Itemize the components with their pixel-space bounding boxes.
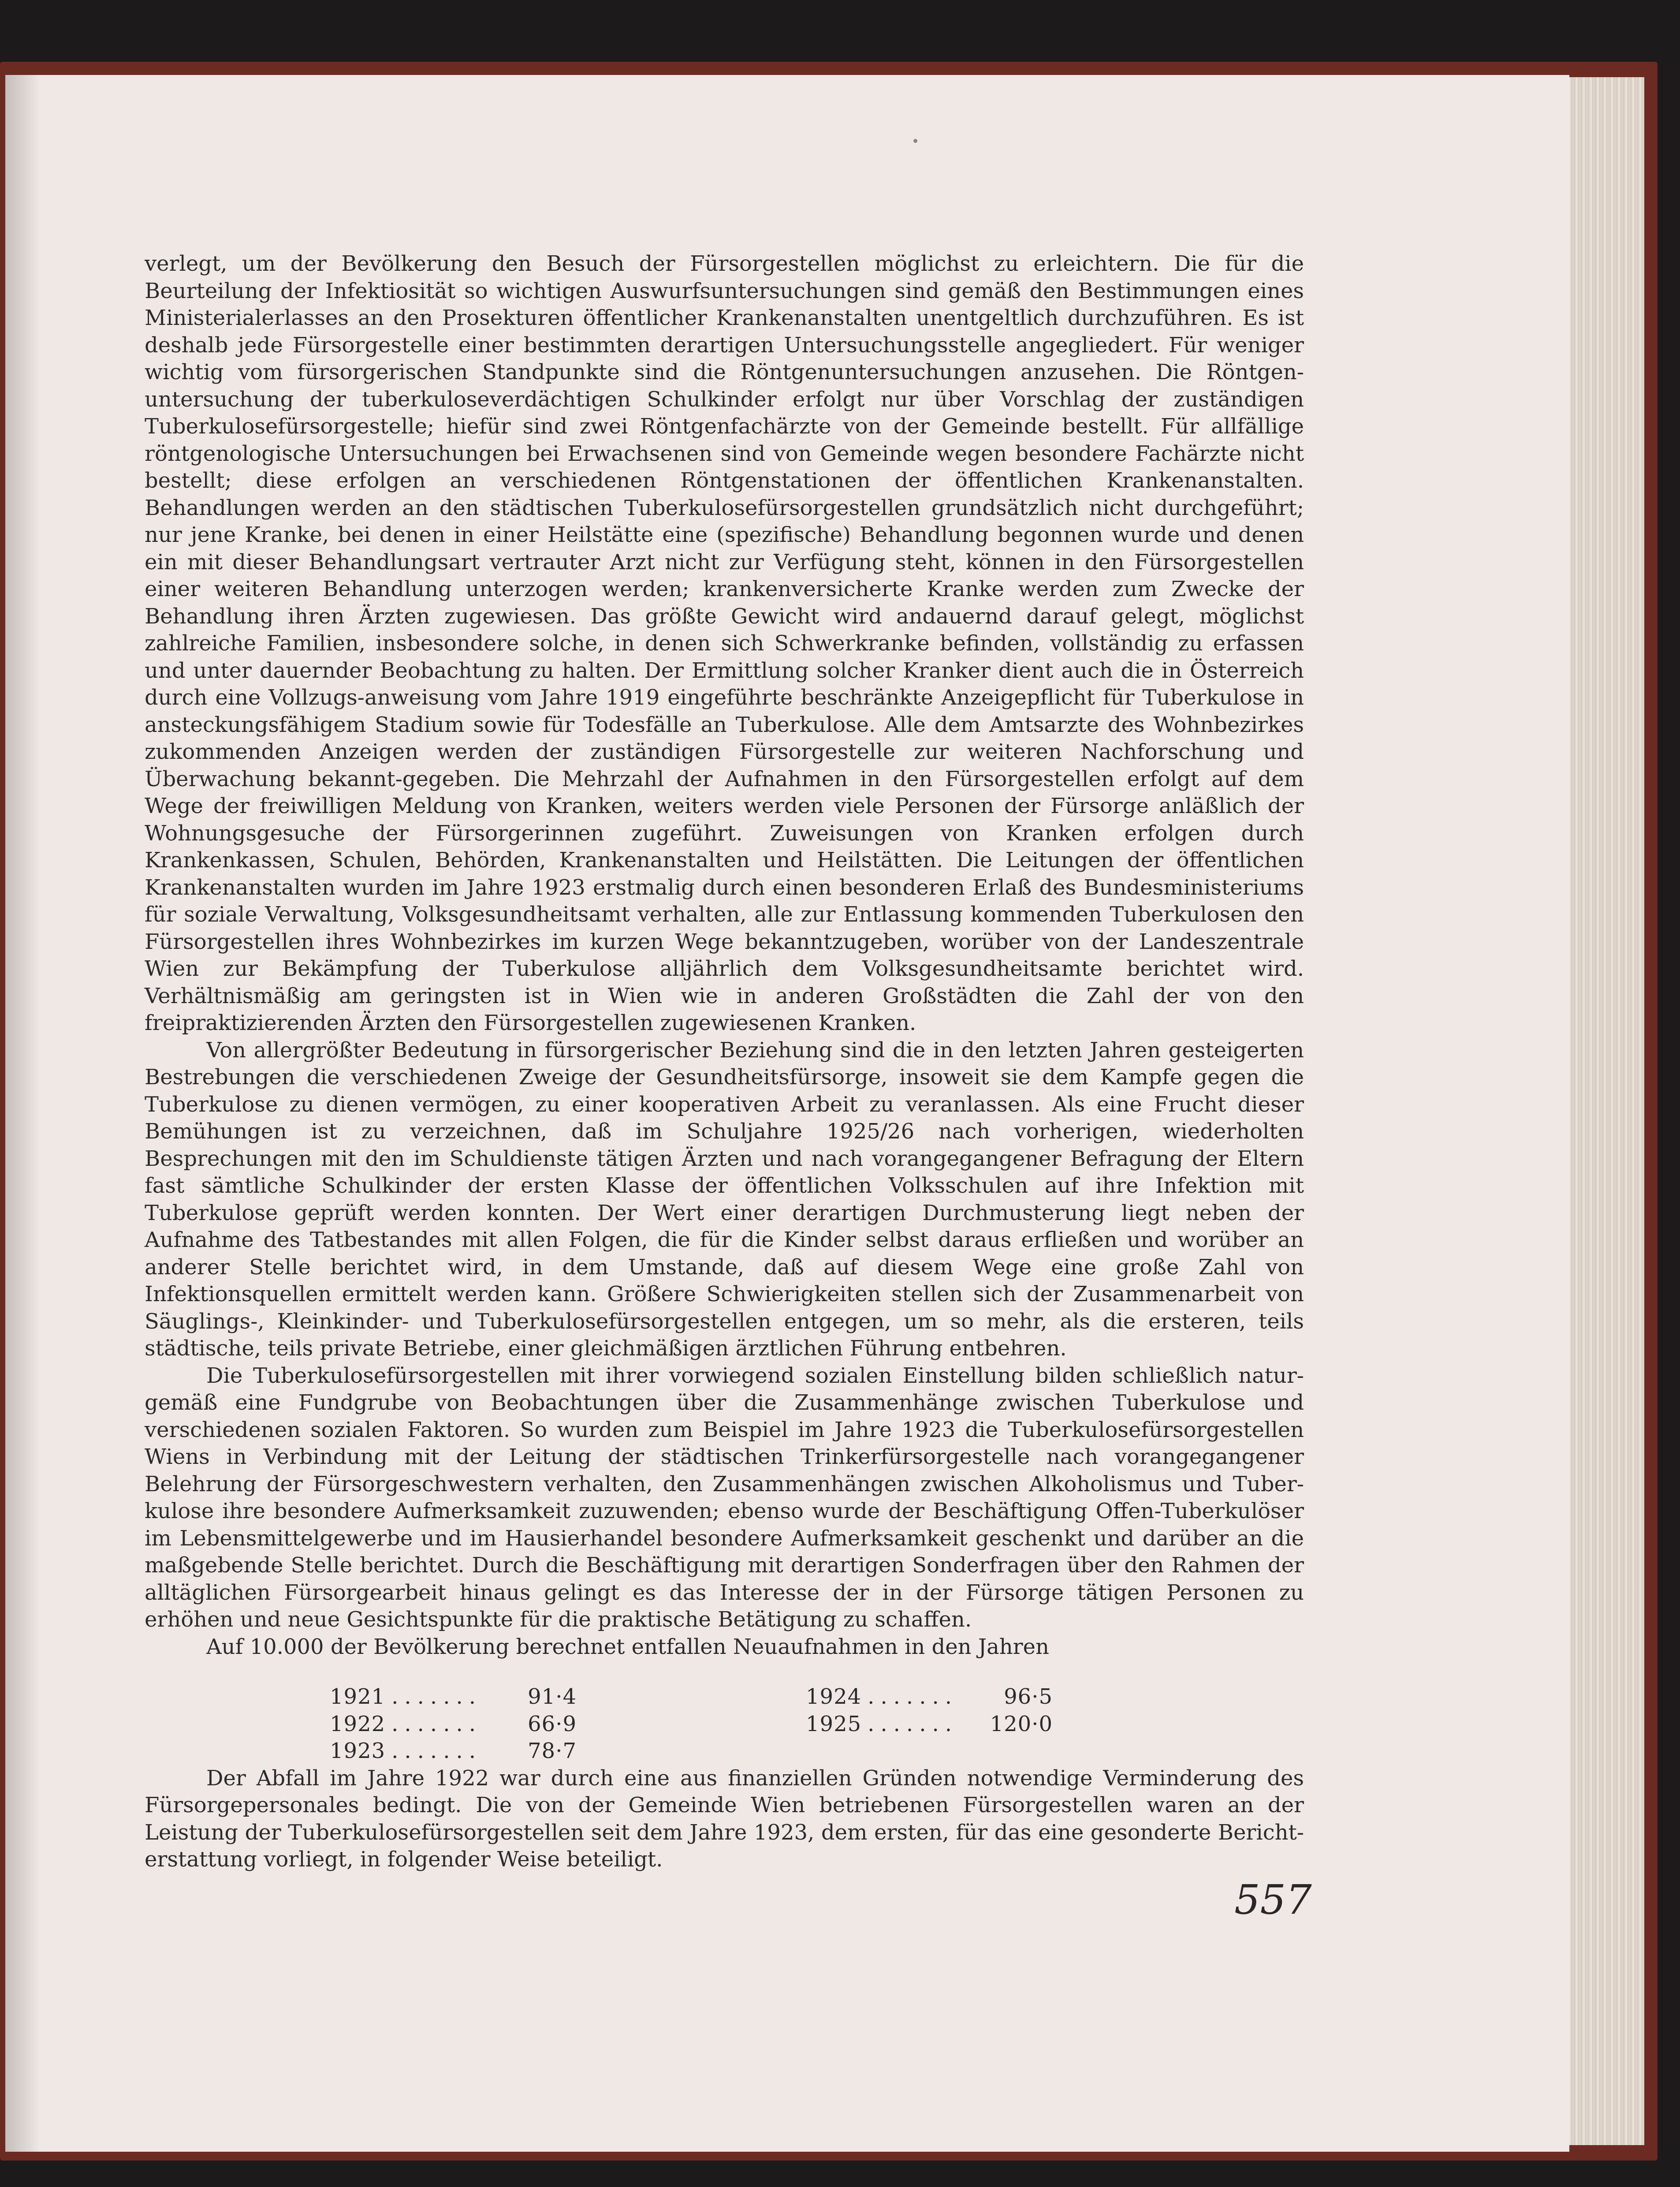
stat-value: 78·7 <box>528 1739 577 1763</box>
stat-year: 1925 <box>806 1711 862 1736</box>
leader-dots: ....... <box>391 1684 482 1709</box>
stat-value: 120·0 <box>990 1711 1053 1736</box>
stat-year: 1922 <box>330 1711 386 1736</box>
leader-dots: ....... <box>868 1711 958 1736</box>
stat-row <box>330 1738 577 1765</box>
stat-value: 91·4 <box>528 1684 577 1709</box>
stat-row <box>330 1711 577 1738</box>
stat-row <box>806 1711 1053 1738</box>
stat-row <box>330 1683 577 1711</box>
paragraph-3: Die Tuberkulosefürsorgestellen mit ihrer vorwiegend sozialen Einstellung bilden schließlich natur-gemäß eine Fundgrube von Beobachtungen über die Zusammenhänge zwischen Tuberkulose und verschiedenen sozialen Faktoren. So wurden zum Beispiel im Jahre 1923 die Tuberkulosefürsorgestellen Wiens in Verbindung mit der Leitung der städtischen Trinkerfürsorgestelle nach vorangegangener Belehrung der Fürsorgeschwestern verhalten, den Zusammenhängen zwischen Alkoholismus und Tuber-kulose ihre besondere Aufmerksamkeit zuzuwenden; ebenso wurde der Beschäftigung Offen-Tuberkulöser im Lebensmittelgewerbe und im Hausierhandel besondere Aufmerksamkeit geschenkt und darüber an die maßgebende Stelle berichtet. Durch die Beschäftigung mit derartigen Sonderfragen über den Rahmen der alltäglichen Fürsorgearbeit hinaus gelingt es das Interesse der in der Fürsorge tätigen Personen zu erhöhen und neue Gesichtspunkte für die praktische Betätigung zu schaffen. <box>145 1363 1304 1632</box>
stat-year: 1921 <box>330 1684 386 1709</box>
page-number: 557 <box>1234 1876 1312 1923</box>
spine-shadow <box>5 75 41 2152</box>
stat-row <box>806 1683 1053 1711</box>
paragraph-1: verlegt, um der Bevölkerung den Besuch der Fürsorgestellen möglichst zu erleichtern. Die für die Beurteilung der Infektiosität so wichtigen Auswurfsuntersuchungen sind gemäß den Bestimmungen eines Ministerialerlasses an den Prosekturen öffentlicher Krankenanstalten unentgeltlich durchzuführen. Es ist deshalb jede Fürsorgestelle einer bestimmten derartigen Untersuchungsstelle angegliedert. Für weniger wichtig vom fürsorgerischen Standpunkte sind die Röntgenuntersuchungen anzusehen. Die Röntgen-untersuchung der tuberkuloseverdächtigen Schulkinder erfolgt nur über Vorschlag der zuständigen Tuberkulosefürsorgestelle; hiefür sind zwei Röntgenfachärzte von der Gemeinde bestellt. Für allfällige röntgenologische Untersuchungen bei Erwachsenen sind von Gemeinde wegen besondere Fachärzte nicht bestellt; diese erfolgen an verschiedenen Röntgenstationen der öffentlichen Krankenanstalten. Behandlungen werden an den städtischen Tuberkulosefürsorgestellen grundsätzlich nicht durchgeführt; nur jene Kranke, bei denen in einer Heilstätte eine (spezifische) Behandlung begonnen wurde und denen ein mit dieser Behandlungsart vertrauter Arzt nicht zur Verfügung steht, können in den Fürsorgestellen einer weiteren Behandlung unterzogen werden; krankenversicherte Kranke werden zum Zwecke der Behandlung ihren Ärzten zugewiesen. Das größte Gewicht wird andauernd darauf gelegt, möglichst zahlreiche Familien, insbesondere solche, in denen sich Schwerkranke befinden, vollständig zu erfassen und unter dauernder Beobachtung zu halten. Der Ermittlung solcher Kranker dient auch die in Österreich durch eine Vollzugs-anweisung vom Jahre 1919 eingeführte beschränkte Anzeigepflicht für Tuberkulose in ansteckungsfähigem Stadium sowie für Todesfälle an Tuberkulose. Alle dem Amtsarzte des Wohnbezirkes zukommenden Anzeigen werden der zuständigen Fürsorgestelle zur weiteren Nachforschung und Überwachung bekannt-gegeben. Die Mehrzahl der Aufnahmen in den Fürsorgestellen erfolgt auf dem Wege der freiwilligen Meldung von Kranken, weiters werden viele Personen der Fürsorge anläßlich der Wohnungsgesuche der Fürsorgerinnen zugeführt. Zuweisungen von Kranken erfolgen durch Krankenkassen, Schulen, Behörden, Krankenanstalten und Heilstätten. Die Leitungen der öffentlichen Krankenanstalten wurden im Jahre 1923 erstmalig durch einen besonderen Erlaß des Bundesministeriums für soziale Verwaltung, Volksgesundheitsamt verhalten, alle zur Entlassung kommenden Tuberkulosen den Fürsorgestellen ihres Wohnbezirkes im kurzen Wege bekanntzugeben, worüber von der Landeszentrale Wien zur Bekämpfung der Tuberkulose alljährlich dem Volksgesundheitsamte berichtet wird. Verhältnismäßig am geringsten ist in Wien wie in anderen Großstädten die Zahl der von den freipraktizierenden Ärzten den Fürsorgestellen zugewiesenen Kranken. <box>145 251 1304 1035</box>
leader-dots: ....... <box>391 1739 482 1763</box>
table-intro: Auf 10.000 der Bevölkerung berechnet entfallen Neuaufnahmen in den Jahren <box>206 1634 1049 1659</box>
stat-year: 1924 <box>806 1684 862 1709</box>
paper-speck <box>913 139 917 143</box>
closing-paragraph: Der Abfall im Jahre 1922 war durch eine aus finanziellen Gründen notwendige Verminderung des Fürsorgepersonales bedingt. Die von der Gemeinde Wien betriebenen Fürsorgestellen waren an der Leistung der Tuberkulosefürsorgestellen seit dem Jahre 1923, dem ersten, für das eine gesonderte Bericht-erstattung vorliegt, in folgender Weise beteiligt. <box>145 1765 1304 1872</box>
leader-dots: ....... <box>868 1684 958 1709</box>
stat-value: 66·9 <box>528 1711 577 1736</box>
stat-value: 96·5 <box>1004 1684 1053 1709</box>
leader-dots: ....... <box>391 1711 482 1736</box>
paragraph-2: Von allergrößter Bedeutung in fürsorgerischer Beziehung sind die in den letzten Jahren gesteigerten Bestrebungen die verschiedenen Zweige der Gesundheitsfürsorge, insoweit sie dem Kampfe gegen die Tuberkulose zu dienen vermögen, zu einer kooperativen Arbeit zu veranlassen. Als eine Frucht dieser Bemühungen ist zu verzeichnen, daß im Schuljahre 1925/26 nach vorherigen, wiederholten Besprechungen mit den im Schuldienste tätigen Ärzten und nach vorangegangener Befragung der Eltern fast sämtliche Schulkinder der ersten Klasse der öffentlichen Volksschulen auf ihre Infektion mit Tuberkulose geprüft werden konnten. Der Wert einer derartigen Durchmusterung liegt neben der Aufnahme des Tatbestandes mit allen Folgen, die für die Kinder selbst daraus erfließen und worüber an anderer Stelle berichtet wird, in dem Umstande, daß auf diesem Wege eine große Zahl von Infektionsquellen ermittelt werden kann. Größere Schwierigkeiten stellen sich der Zusammenarbeit von Säuglings-, Kleinkinder- und Tuberkulosefürsorgestellen entgegen, um so mehr, als die ersteren, teils städtische, teils private Betriebe, einer gleichmäßigen ärztlichen Führung entbehren. <box>145 1038 1304 1361</box>
statistics-table <box>330 1683 1304 1765</box>
stat-year: 1923 <box>330 1739 386 1763</box>
page-edges <box>1565 77 1644 2145</box>
body-text <box>145 250 1304 1874</box>
